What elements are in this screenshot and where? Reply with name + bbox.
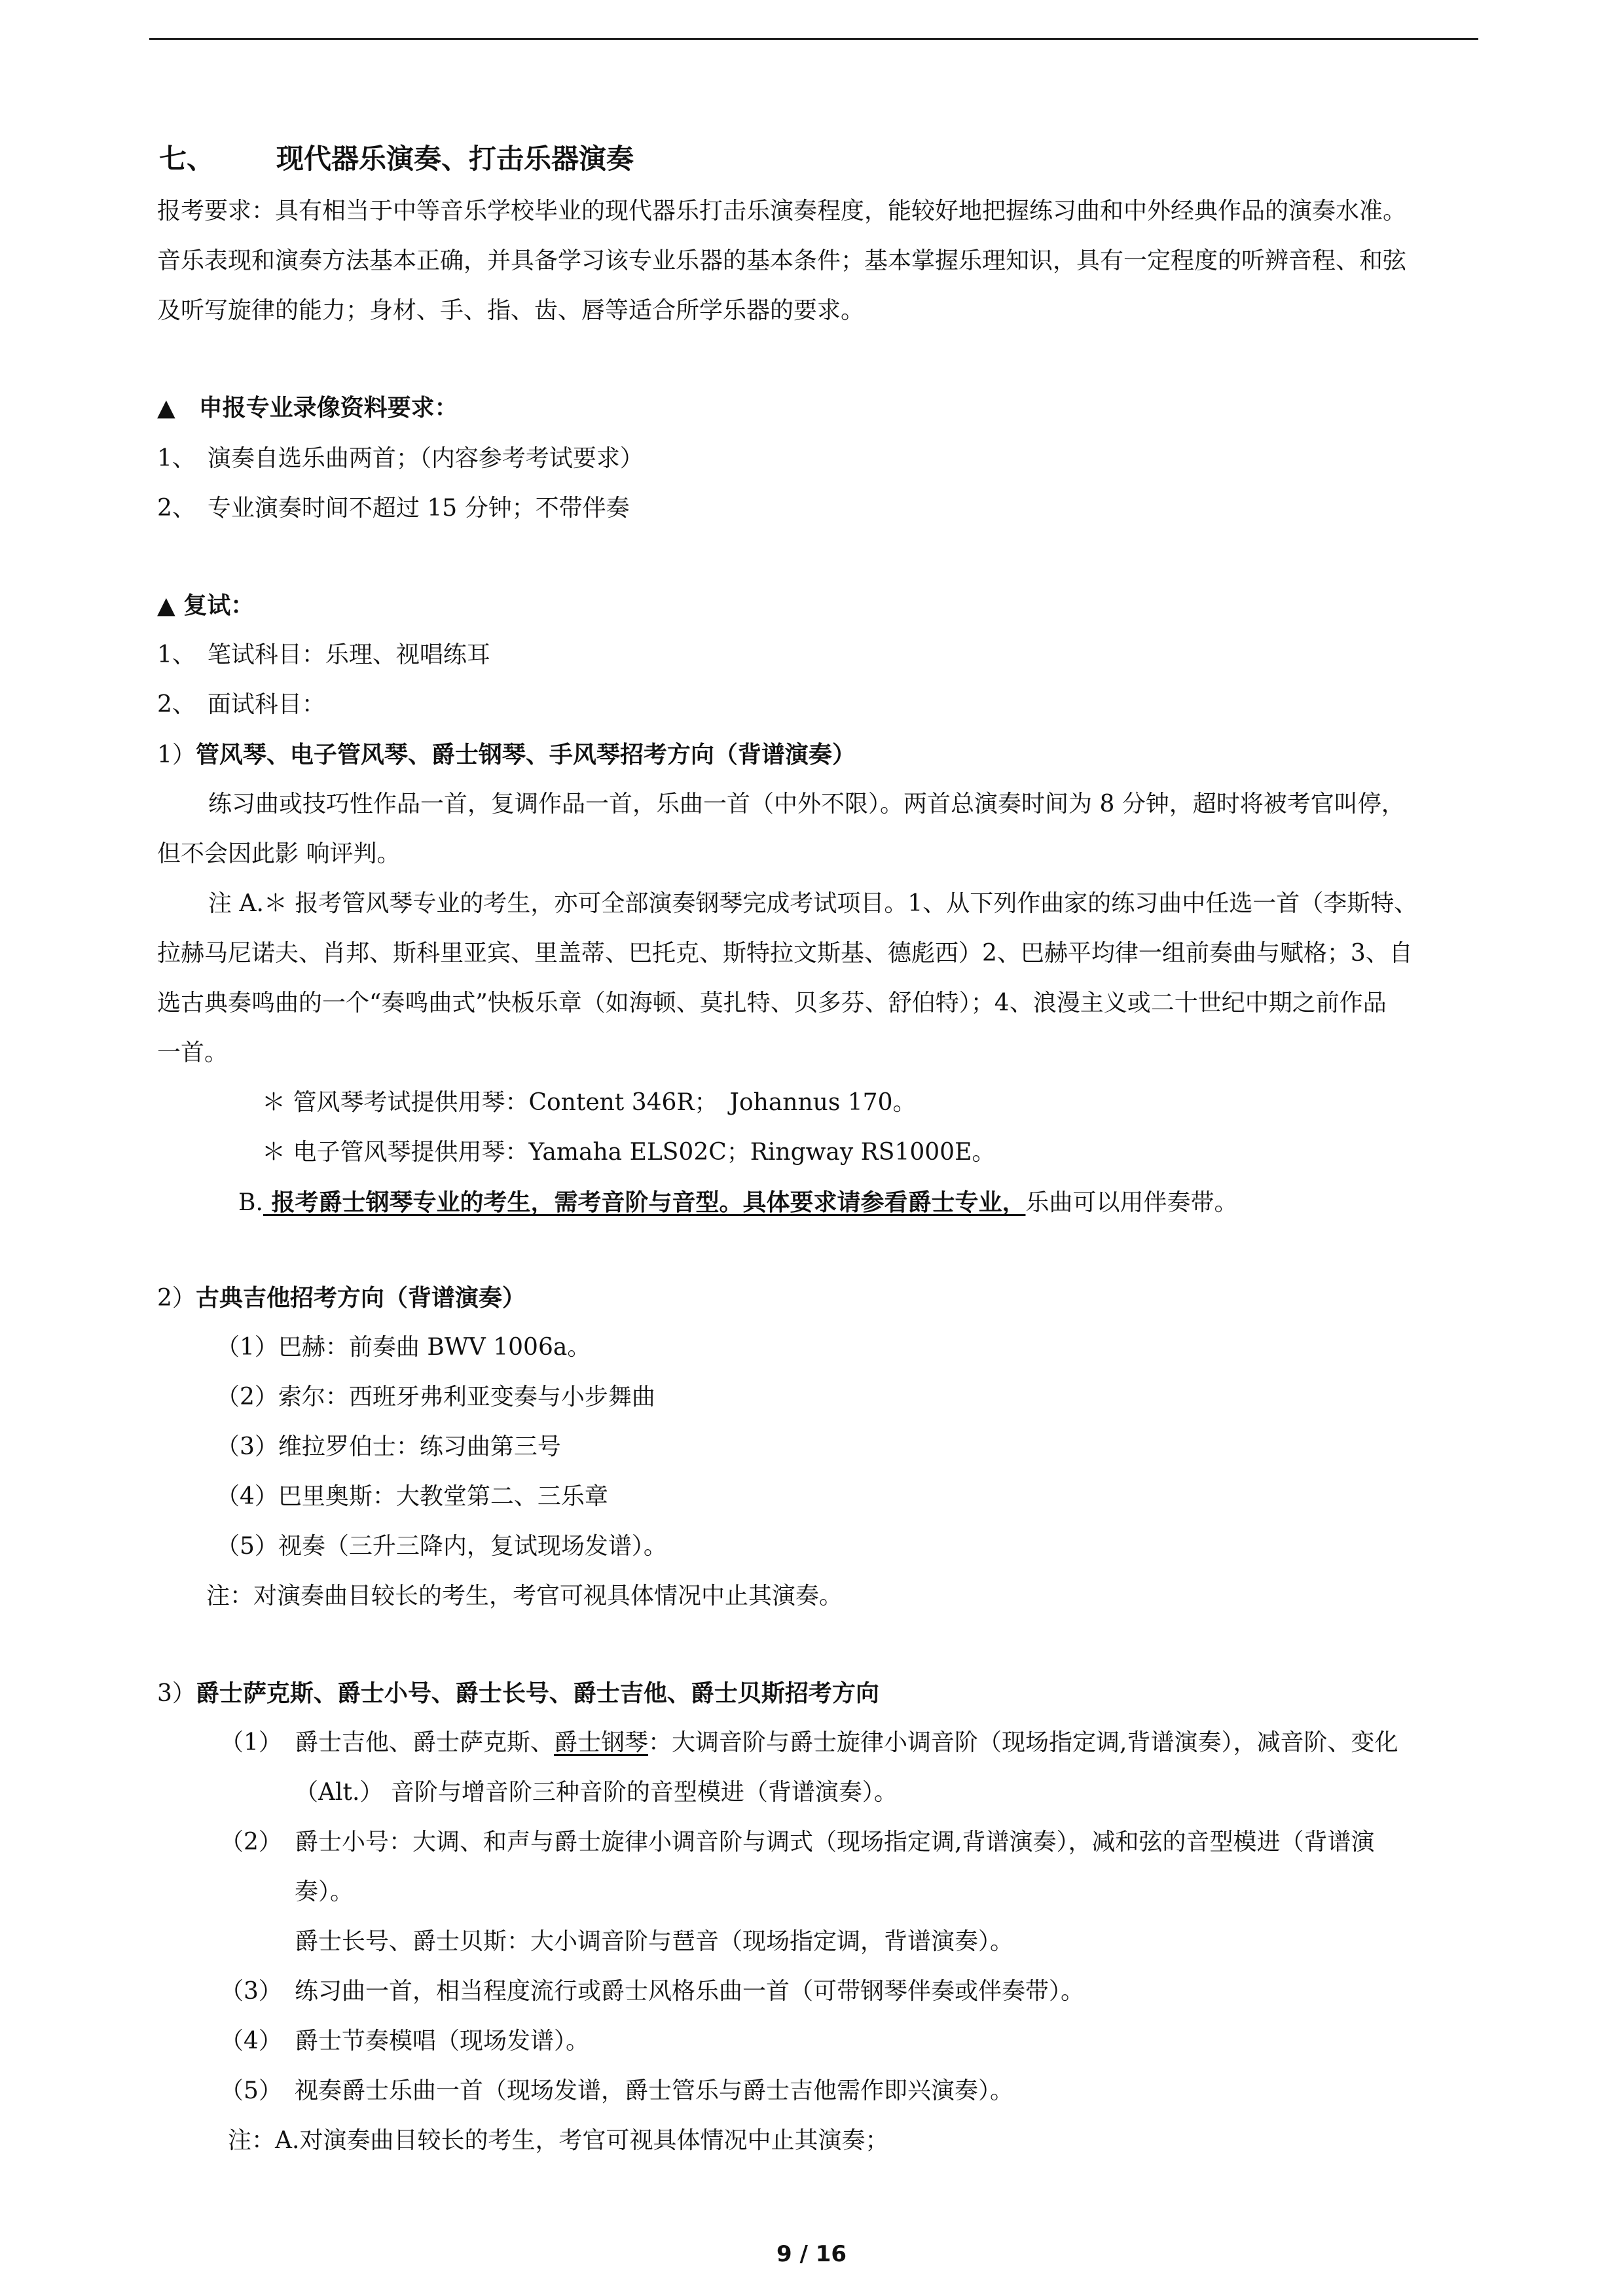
jazz-item-1-line-a: [295, 1727, 1398, 1759]
jazz-item-2-line-c: 爵士长号、爵士贝斯：大小调音阶与琶音（现场指定调，背谱演奏）。: [295, 1928, 1014, 1955]
organ-heading: [157, 738, 856, 772]
requirement-line-3: 及听写旋律的能力；身材、手、指、齿、唇等适合所学乐器的要求。: [157, 297, 865, 324]
jazz-item-5: 视奏爵士乐曲一首（现场发谱，爵士管乐与爵士吉他需作即兴演奏）。: [295, 2077, 1014, 2104]
jazz-item-1-number: （1）: [220, 1729, 282, 1756]
organ-para-2c: 选古典奏鸣曲的一个“奏鸣曲式”快板乐章（如海顿、莫扎特、贝多芬、舒伯特）；4、浪漫主义或二十世纪中期之前作品: [157, 990, 1387, 1016]
section-heading: [159, 143, 634, 175]
jazz-item-2-number: （2）: [220, 1829, 282, 1856]
guitar-item-2: （2）索尔：西班牙弗利亚变奏与小步舞曲: [216, 1384, 655, 1410]
retest-heading: ▲ 复试：: [157, 592, 255, 619]
organ-para-2a: 注 A.＊ 报考管风琴专业的考生，亦可全部演奏钢琴完成考试项目。1、从下列作曲家的练习曲中任选一首（李斯特、: [208, 890, 1418, 917]
header-rule: [149, 38, 1478, 40]
organ-number: 1）: [157, 742, 196, 768]
guitar-item-5: （5）视奏（三升三降内，复试现场发谱）。: [216, 1533, 667, 1560]
guitar-title: 古典吉他招考方向（背谱演奏）: [195, 1284, 526, 1312]
jazz-piano-note: [238, 1186, 1237, 1219]
video-heading: ▲ 申报专业录像资料要求：: [157, 394, 458, 422]
jazz-item-2-line-a: 爵士小号：大调、和声与爵士旋律小调音阶与调式（现场指定调,背谱演奏），减和弦的音型模进（背谱演: [295, 1829, 1375, 1856]
organ-para-1b: 但不会因此影 响评判。: [157, 840, 401, 867]
video-item-2: 2、 专业演奏时间不超过 15 分钟；不带伴奏: [157, 495, 630, 522]
organ-title: 管风琴、电子管风琴、爵士钢琴、手风琴招考方向（背谱演奏）: [195, 741, 856, 768]
guitar-item-3: （3）维拉罗伯士：练习曲第三号: [216, 1433, 561, 1460]
organ-para-1a: 练习曲或技巧性作品一首，复调作品一首，乐曲一首（中外不限）。两首总演奏时间为 8 分钟，超时将被考官叫停，: [208, 791, 1405, 817]
guitar-heading: [157, 1282, 526, 1315]
jazz-note: 注：A.对演奏曲目较长的考生，考官可视具体情况中止其演奏；: [228, 2127, 889, 2154]
jazz-item-5-number: （5）: [220, 2077, 282, 2104]
section-title: 现代器乐演奏、打击乐器演奏: [276, 143, 634, 175]
requirement-line-2: 音乐表现和演奏方法基本正确，并具备学习该专业乐器的基本条件；基本掌握乐理知识，具有一定程度的听辨音程、和弦: [157, 247, 1407, 274]
guitar-item-4: （4）巴里奥斯：大教堂第二、三乐章: [216, 1483, 608, 1510]
note-b-emphasis: 报考爵士钢琴专业的考生，需考音阶与音型。具体要求请参看爵士专业，: [263, 1189, 1026, 1216]
jazz-heading: [157, 1677, 879, 1710]
note-b-prefix: B.: [238, 1189, 263, 1216]
jazz-item-3: 练习曲一首，相当程度流行或爵士风格乐曲一首（可带钢琴伴奏或伴奏带）。: [295, 1978, 1085, 2005]
jazz-item-3-number: （3）: [220, 1978, 282, 2005]
jazz-number: 3）: [157, 1680, 196, 1707]
guitar-number: 2）: [157, 1285, 196, 1312]
retest-item-2: 2、 面试科目：: [157, 691, 325, 718]
jazz-item-2-line-b: 奏）。: [295, 1878, 354, 1905]
section-number: 七、: [159, 143, 215, 175]
jazz-item-1-underlined: 爵士钢琴: [554, 1729, 649, 1756]
guitar-item-1: （1）巴赫：前奏曲 BWV 1006a。: [216, 1334, 591, 1361]
requirement-line-1: 报考要求：具有相当于中等音乐学校毕业的现代器乐打击乐演奏程度，能较好地把握练习曲和中外经典作品的演奏水准。: [157, 198, 1407, 224]
jazz-item-4-number: （4）: [220, 2028, 282, 2054]
jazz-item-4: 爵士节奏模唱（现场发谱）。: [295, 2028, 590, 2054]
video-item-1: 1、 演奏自选乐曲两首；（内容参考考试要求）: [157, 445, 644, 472]
organ-instrument-note-2: ＊ 电子管风琴提供用琴：Yamaha ELS02C；Ringway RS1000E。: [262, 1139, 996, 1166]
jazz-title: 爵士萨克斯、爵士小号、爵士长号、爵士吉他、爵士贝斯招考方向: [195, 1679, 879, 1707]
organ-para-2d: 一首。: [157, 1039, 228, 1066]
jazz-item-1-post: ：大调音阶与爵士旋律小调音阶（现场指定调,背谱演奏），减音阶、变化: [648, 1729, 1398, 1756]
retest-item-1: 1、 笔试科目：乐理、视唱练耳: [157, 641, 490, 668]
jazz-item-1-line-b: （Alt.） 音阶与增音阶三种音阶的音型模进（背谱演奏）。: [295, 1779, 898, 1806]
organ-para-2b: 拉赫马尼诺夫、肖邦、斯科里亚宾、里盖蒂、巴托克、斯特拉文斯基、德彪西）2、巴赫平均律一组前奏曲与赋格；3、自: [157, 940, 1413, 967]
guitar-note: 注：对演奏曲目较长的考生，考官可视具体情况中止其演奏。: [206, 1583, 843, 1609]
organ-instrument-note-1: ＊ 管风琴考试提供用琴：Content 346R； Johannus 170。: [262, 1089, 917, 1116]
page-number: 9 / 16: [776, 2241, 847, 2267]
note-b-rest: 乐曲可以用伴奏带。: [1025, 1189, 1238, 1216]
jazz-item-1-pre: 爵士吉他、爵士萨克斯、: [295, 1729, 555, 1756]
